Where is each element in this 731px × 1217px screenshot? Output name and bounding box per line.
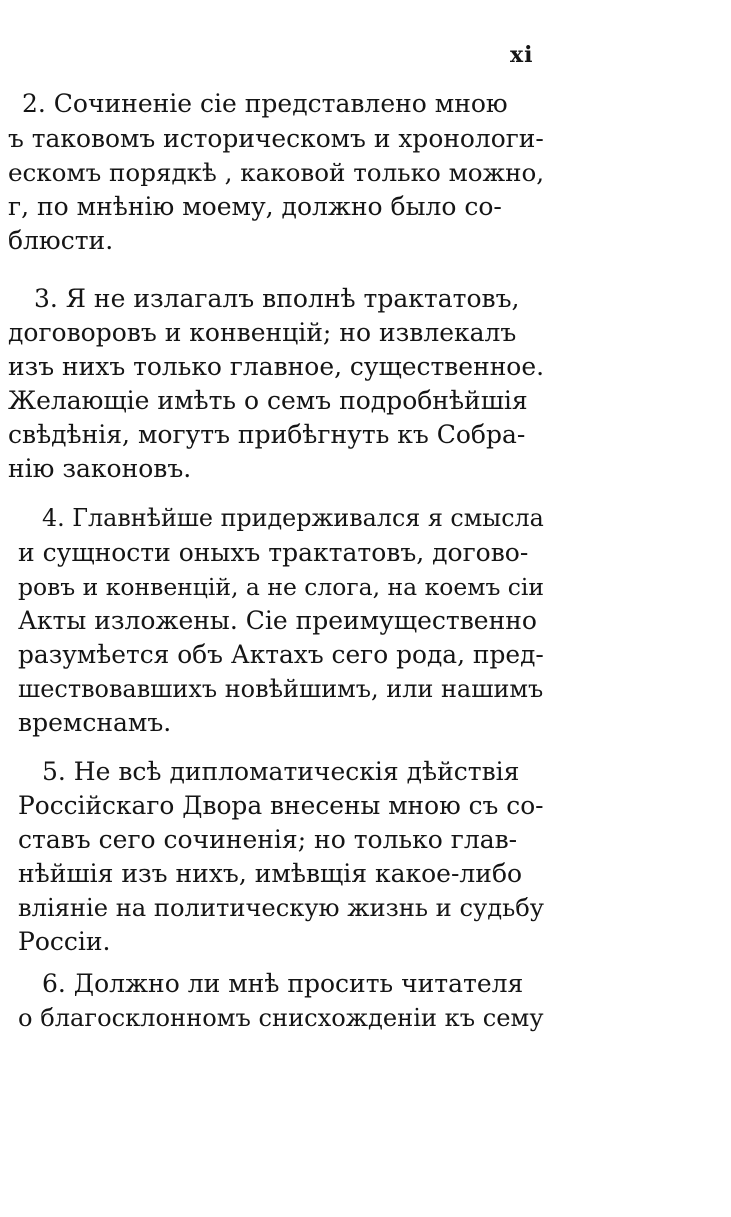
text-line: о благосклонномъ снисхожденіи къ сему (18, 1004, 544, 1032)
text-line: Россіи. (18, 927, 111, 956)
text-line: 2. Сочиненіе сіе представлено мною (22, 89, 508, 118)
text-line: г, по мнѣнію моему, должно было со- (8, 192, 502, 221)
text-line: Акты изложены. Сіе преимущественно (18, 606, 537, 635)
text-line: ставъ сего сочиненія; но только глав- (18, 825, 518, 854)
text-line: 6. Должно ли мнѣ просить читателя (42, 969, 524, 998)
text-line: нію законовъ. (8, 454, 192, 483)
text-line: Россійскаго Двора внесены мною съ со- (18, 791, 544, 820)
text-line: блюсти. (8, 226, 114, 255)
text-line: 3. Я не излагалъ вполнѣ трактатовъ, (34, 284, 520, 313)
text-line: ровъ и конвенцій, а не слога, на коемъ сіи (18, 573, 545, 601)
text-line: свѣдѣнія, могутъ прибѣгнуть къ Собра- (8, 420, 526, 449)
page-number: xi (510, 42, 534, 68)
text-line: времснамъ. (18, 708, 172, 737)
text-line: и сущности оныхъ трактатовъ, догово- (18, 538, 529, 567)
text-line: ескомъ порядкѣ , каковой только можно, (8, 158, 545, 187)
text-line: договоровъ и конвенцій; но извлекалъ (8, 318, 517, 347)
text-line-1: изъ нихъ только главное, существенное. (8, 352, 545, 381)
text-line: Желающіе имѣть о семъ подробнѣйшія (8, 386, 528, 415)
text-line: 4. Главнѣйше придерживался я смысла (42, 504, 544, 532)
text-line (8, 351, 544, 383)
text-line: ъ таковомъ историческомъ и хронологи- (8, 124, 544, 153)
text-line: вліяніе на политическую жизнь и судьбу (18, 894, 544, 922)
text-line: разумѣется объ Актахъ сего рода, пред- (18, 640, 544, 669)
text-line: 5. Не всѣ дипломатическія дѣйствія (42, 757, 520, 786)
text-line: нѣйшія изъ нихъ, имѣвщія какое-либо (18, 859, 523, 888)
text-line: шествовавшихъ новѣйшимъ, или нашимъ (18, 675, 544, 703)
